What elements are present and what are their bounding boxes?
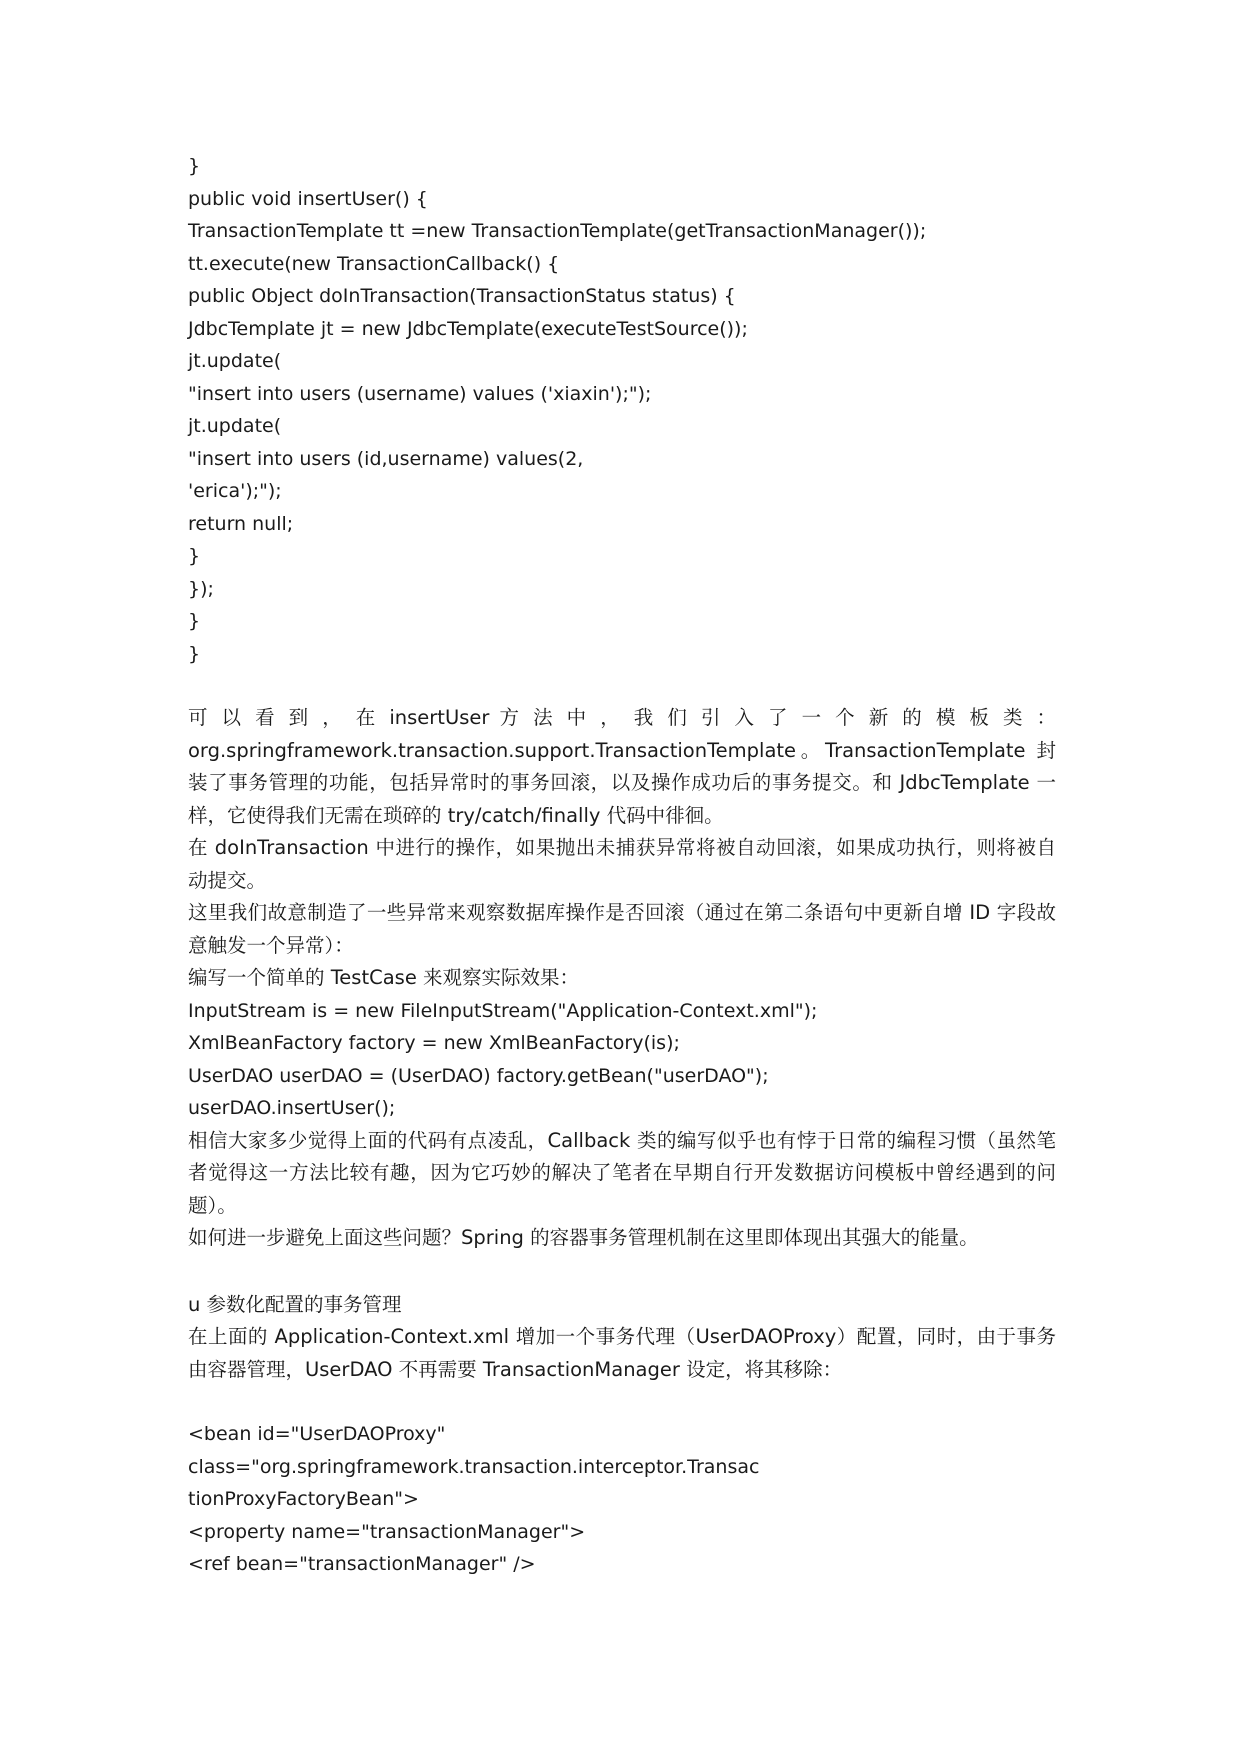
- code-line: UserDAO userDAO = (UserDAO) factory.getBean("userDAO");: [188, 1064, 769, 1087]
- paragraph-do-in-transaction: 在 doInTransaction 中进行的操作，如果抛出未捕获异常将被自动回滚，如果成功执行，则将被自动提交。: [188, 836, 1056, 892]
- section-heading: u 参数化配置的事务管理: [188, 1292, 402, 1316]
- paragraph-spring-container: 如何进一步避免上面这些问题？Spring 的容器事务管理机制在这里即体现出其强大的能量。: [188, 1226, 979, 1249]
- spacer: [188, 1386, 1056, 1418]
- code-line: class="org.springframework.transaction.interceptor.Transac: [188, 1455, 760, 1478]
- code-block-testcase: [188, 995, 1056, 1125]
- code-line: });: [188, 577, 214, 600]
- code-line: jt.update(: [188, 350, 282, 372]
- paragraph-callback-critique: 相信大家多少觉得上面的代码有点凌乱，Callback 类的编写似乎也有悖于日常的编程习惯（虽然笔者觉得这一方法比较有趣，因为它巧妙的解决了笔者在早期自行开发数据访问模板中曾经遇到的问题）。: [188, 1128, 1056, 1217]
- code-line: }: [188, 155, 201, 177]
- code-line: 'erica');");: [188, 480, 282, 502]
- code-line: return null;: [188, 512, 294, 535]
- code-line: }: [188, 545, 201, 567]
- code-line: "insert into users (id,username) values(2,: [188, 447, 584, 470]
- paragraph-exception-demo: 这里我们故意制造了一些异常来观察数据库操作是否回滚（通过在第二条语句中更新自增 ID 字段故意触发一个异常）：: [188, 901, 1056, 957]
- code-line: userDAO.insertUser();: [188, 1097, 396, 1119]
- code-line: public Object doInTransaction(TransactionStatus status) {: [188, 285, 736, 307]
- code-line: <property name="transactionManager">: [188, 1520, 586, 1543]
- paragraph-template-intro: org.springframework.transaction.support.TransactionTemplate。TransactionTemplate 封装了事务管理的功能，包括异常时的事务回滚，以及操作成功后的事务提交。和 JdbcTemplate 一样，它使得我们无需在琐碎的 try/catch/finally 代码中徘徊。: [188, 738, 1056, 827]
- code-line: <bean id="UserDAOProxy": [188, 1423, 446, 1445]
- document-page: [188, 150, 1056, 1581]
- code-line: "insert into users (username) values ('xiaxin');");: [188, 382, 652, 405]
- code-block-proxy-bean: [188, 1418, 1056, 1581]
- code-line: jt.update(: [188, 415, 282, 437]
- code-line: XmlBeanFactory factory = new XmlBeanFactory(is);: [188, 1032, 680, 1054]
- code-line: JdbcTemplate jt = new JdbcTemplate(executeTestSource());: [188, 317, 748, 340]
- code-line: TransactionTemplate tt =new TransactionTemplate(getTransactionManager());: [188, 220, 927, 242]
- spacer: [188, 670, 1056, 702]
- code-line: tt.execute(new TransactionCallback() {: [188, 252, 560, 275]
- spacer: [188, 1255, 1056, 1289]
- code-line: InputStream is = new FileInputStream("Application-Context.xml");: [188, 999, 818, 1022]
- code-line: tionProxyFactoryBean">: [188, 1488, 419, 1510]
- code-block-insert-user: [188, 150, 1056, 670]
- code-line: <ref bean="transactionManager" />: [188, 1553, 536, 1575]
- code-line: public void insertUser() {: [188, 187, 428, 210]
- paragraph-testcase-intro: 编写一个简单的 TestCase 来观察实际效果：: [188, 966, 580, 989]
- code-line: }: [188, 642, 201, 665]
- paragraph-proxy-config: 在上面的 Application-Context.xml 增加一个事务代理（UserDAOProxy）配置，同时，由于事务由容器管理，UserDAO 不再需要 TransactionManager 设定，将其移除：: [188, 1325, 1056, 1381]
- code-line: }: [188, 610, 201, 632]
- paragraph-template-intro-first-line: 可 以 看 到 ， 在 insertUser 方 法 中 ， 我 们 引 入 了 一 个 新 的 模 板 类 ：: [188, 706, 1056, 729]
